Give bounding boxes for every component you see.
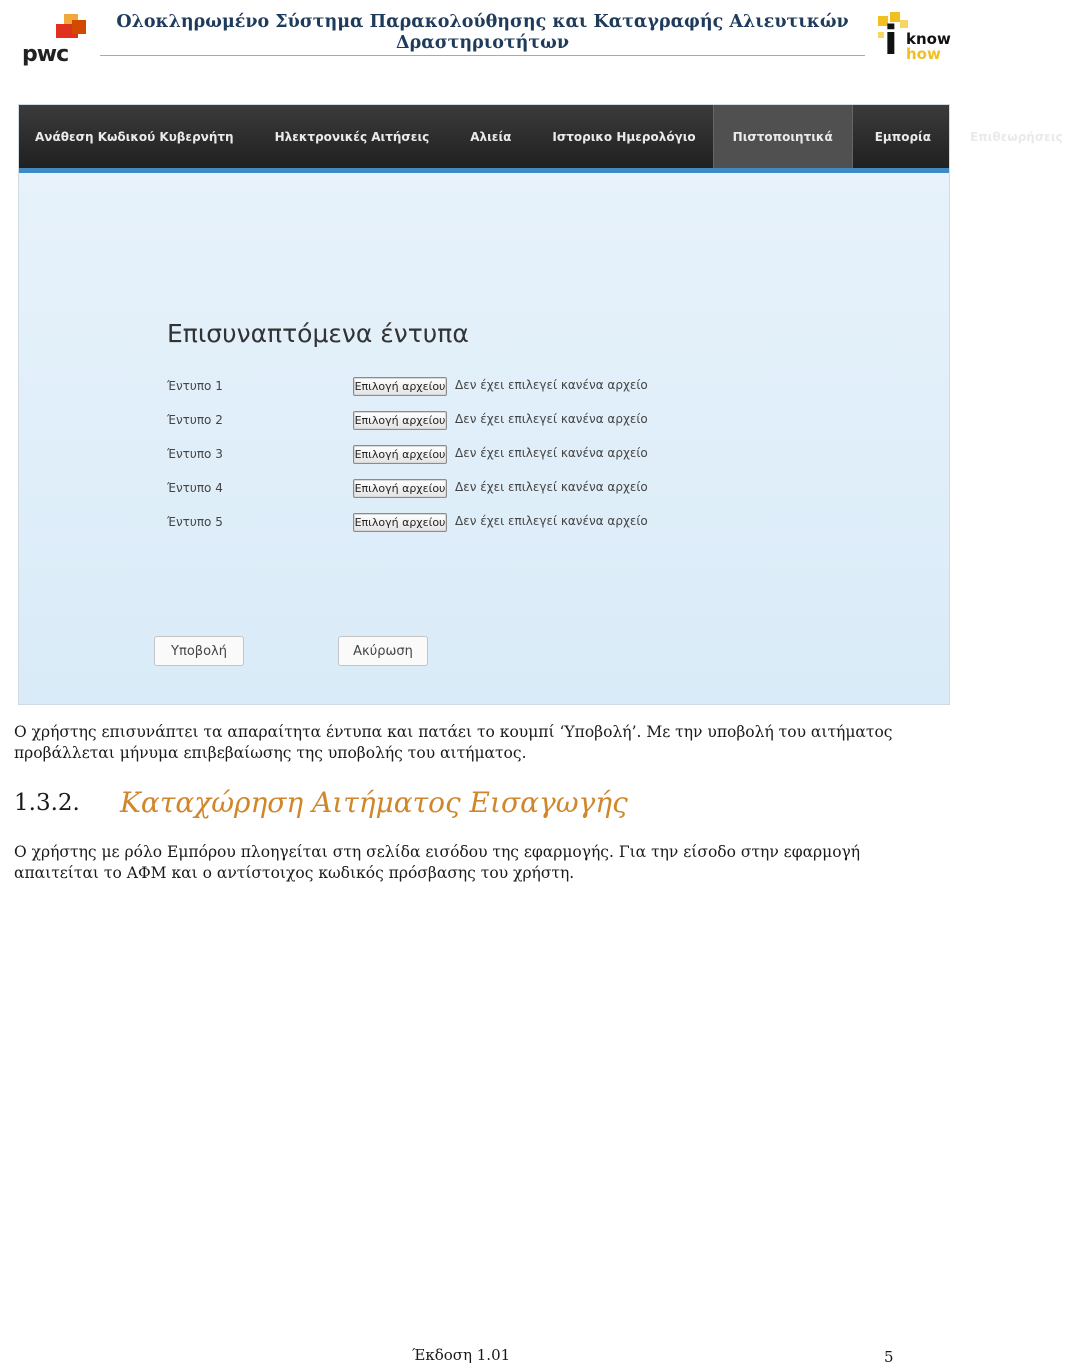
nav-underline [19,168,949,173]
iknow-logo-how: how [906,45,941,63]
footer-version: Έκδοση 1.01 [411,1346,511,1364]
document-row [167,479,687,501]
choose-file-button[interactable]: Επιλογή αρχείου [353,445,447,464]
nav-item-trade[interactable]: Εμπορία [874,129,931,144]
document-label: Έντυπο 2 [167,413,223,427]
header-rule [100,55,865,56]
submit-button[interactable]: Υποβολή [154,636,244,666]
choose-file-button[interactable]: Επιλογή αρχείου [353,411,447,430]
paragraph-submit-description: Ο χρήστης επισυνάπτει τα απαραίτητα έντυπα και πατάει το κουμπί ‘Υποβολή’. Με την υποβολή του αιτήματος προβάλλεται μήνυμα επιβεβαίωσης της υποβολής του αιτήματος. [14,723,893,762]
app-screenshot [18,104,1063,705]
choose-file-button[interactable]: Επιλογή αρχείου [353,479,447,498]
iknow-logo-i: i [884,18,898,64]
nav-item-history-log[interactable]: Ιστορικο Ημερολόγιο [552,129,696,144]
document-row [167,377,687,399]
file-status: Δεν έχει επιλεγεί κανένα αρχείο [455,412,648,426]
pwc-logo-text: pwc [22,42,69,67]
file-status: Δεν έχει επιλεγεί κανένα αρχείο [455,480,648,494]
form-heading: Επισυναπτόμενα έντυπα [167,319,469,348]
cancel-button[interactable]: Ακύρωση [338,636,428,666]
document-row [167,513,687,535]
page-number: 5 [884,1348,894,1366]
nav-item-captain-code[interactable]: Ανάθεση Κωδικού Κυβερνήτη [35,129,234,144]
document-label: Έντυπο 4 [167,481,223,495]
file-status: Δεν έχει επιλεγεί κανένα αρχείο [455,378,648,392]
iknow-logo-know: know [906,30,951,48]
file-status: Δεν έχει επιλεγεί κανένα αρχείο [455,514,648,528]
document-label: Έντυπο 3 [167,447,223,461]
top-navigation [19,105,1063,168]
section-title: Καταχώρηση Αιτήματος Εισαγωγής [120,786,628,819]
choose-file-button[interactable]: Επιλογή αρχείου [353,513,447,532]
iknow-logo [878,12,951,64]
document-row [167,445,687,467]
nav-item-electronic-applications[interactable]: Ηλεκτρονικές Αιτήσεις [274,129,430,144]
nav-item-fishing[interactable]: Αλιεία [470,129,512,144]
section-number: 1.3.2. [14,790,80,816]
document-label: Έντυπο 1 [167,379,223,393]
paragraph-import-request: Ο χρήστης με ρόλο Εμπόρου πλοηγείται στη σελίδα εισόδου της εφαρμογής. Για την είσοδο στην εφαρμογή απαιτείται το ΑΦΜ και ο αντίστοιχος κωδικός πρόσβασης του χρήστη. [14,843,861,882]
document-header-title: Ολοκληρωμένο Σύστημα Παρακολούθησης και Καταγραφής Αλιευτικών Δραστηριοτήτων [116,12,849,53]
nav-item-inspections[interactable]: Επιθεωρήσεις [969,129,1063,144]
nav-item-certificates[interactable]: Πιστοποιητικά [713,105,853,168]
file-status: Δεν έχει επιλεγεί κανένα αρχείο [455,446,648,460]
document-row [167,411,687,433]
document-label: Έντυπο 5 [167,515,223,529]
pwc-logo [20,14,90,66]
choose-file-button[interactable]: Επιλογή αρχείου [353,377,447,396]
